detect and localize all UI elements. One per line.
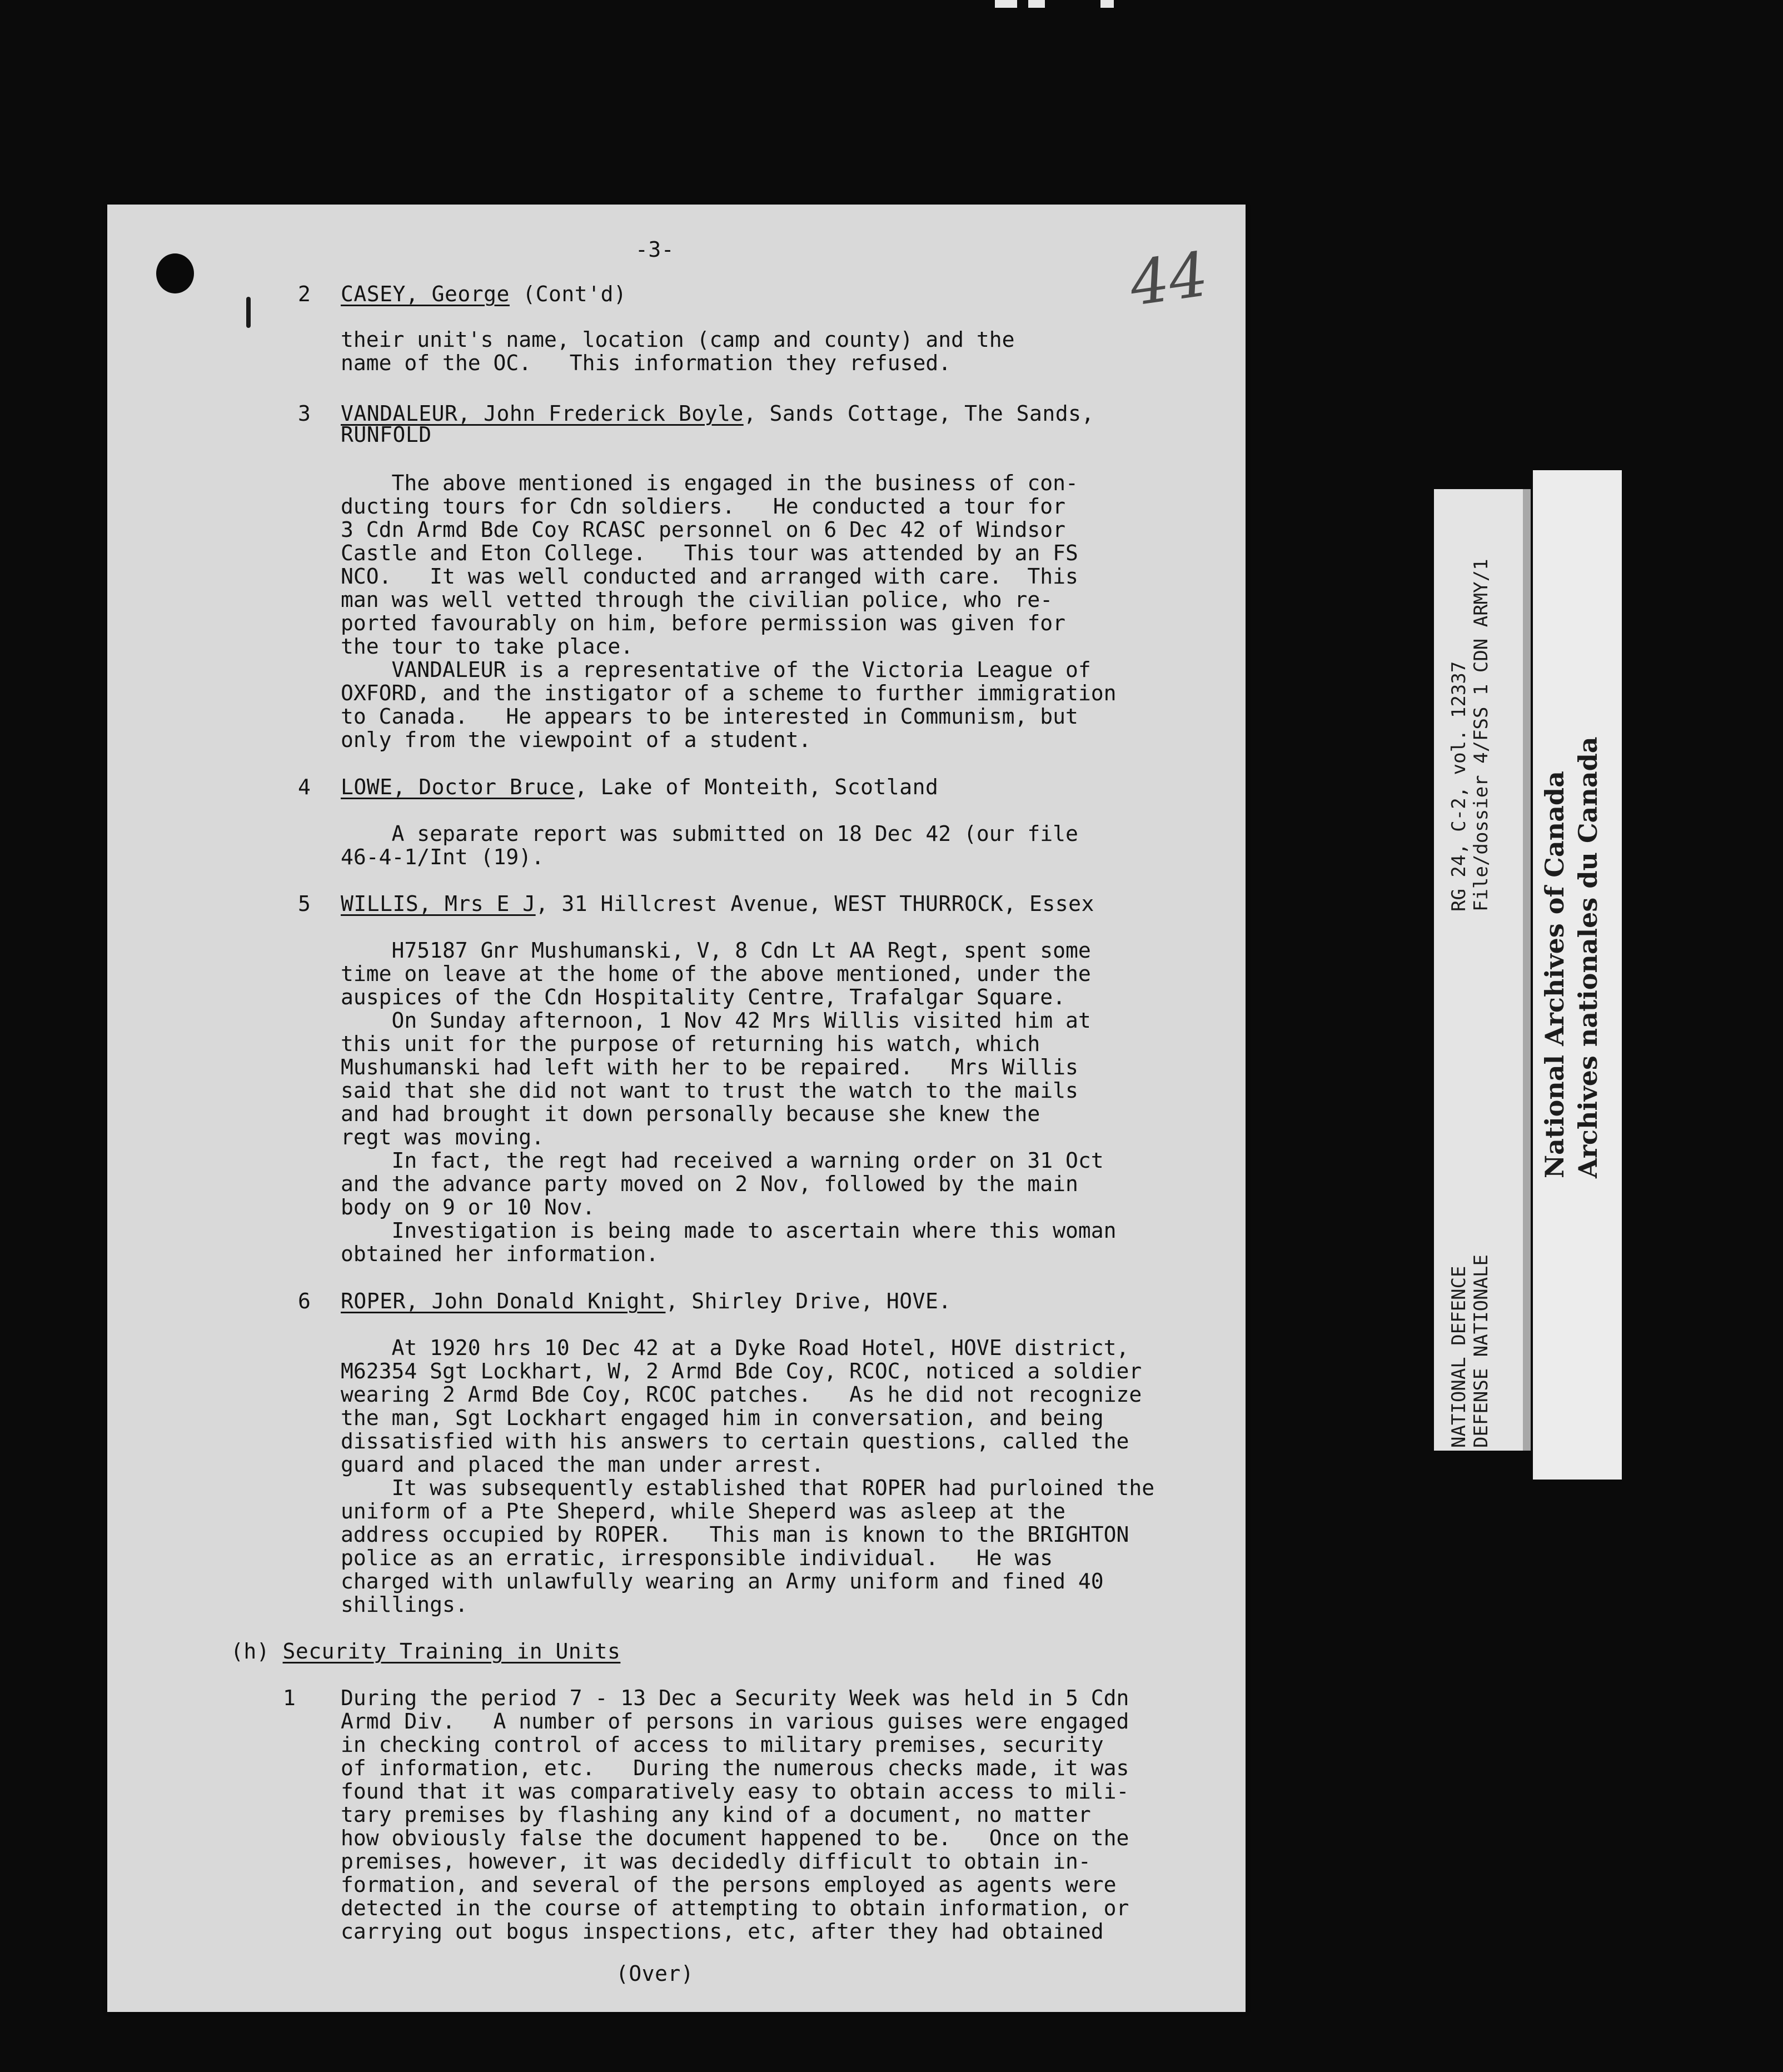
- body-line: to Canada. He appears to be interested in Communism, but: [341, 704, 1078, 729]
- item-number: 6: [298, 1289, 311, 1313]
- body-line: body on 9 or 10 Nov.: [341, 1195, 595, 1219]
- body-line: ported favourably on him, before permission was given for: [341, 611, 1066, 635]
- archive-reference-1: RG 24, C-2, vol. 12337: [1448, 661, 1470, 912]
- heading-suffix: , 31 Hillcrest Avenue, WEST THURROCK, Essex: [535, 891, 1094, 916]
- person-name: VANDALEUR, John Frederick Boyle: [341, 401, 744, 426]
- body-line: police as an erratic, irresponsible individual. He was: [341, 1546, 1053, 1570]
- body-line: On Sunday afternoon, 1 Nov 42 Mrs Willis visited him at: [341, 1008, 1091, 1033]
- handwritten-folio-number: 44: [1125, 238, 1213, 320]
- heading-suffix: , Sands Cottage, The Sands,: [743, 401, 1094, 426]
- body-line: the man, Sgt Lockhart engaged him in conversation, and being: [341, 1406, 1104, 1430]
- body-line: name of the OC. This information they refused.: [341, 351, 952, 375]
- body-line: H75187 Gnr Mushumanski, V, 8 Cdn Lt AA Regt, spent some: [341, 938, 1091, 963]
- punch-hole: [156, 253, 194, 293]
- body-line: Investigation is being made to ascertain where this woman: [341, 1218, 1117, 1243]
- body-line: OXFORD, and the instigator of a scheme to further immigration: [341, 681, 1117, 705]
- page-footer: (Over): [616, 1961, 694, 1986]
- body-line: address occupied by ROPER. This man is known to the BRIGHTON: [341, 1522, 1129, 1547]
- item-body: [341, 471, 1117, 751]
- section-prefix: (h): [231, 1639, 270, 1663]
- body-line: said that she did not want to trust the watch to the mails: [341, 1078, 1078, 1103]
- item-heading: [341, 892, 1094, 915]
- top-edge-marks: [995, 0, 1128, 8]
- defence-label-en: NATIONAL DEFENCE: [1448, 1266, 1470, 1448]
- strip-shadow: [1523, 489, 1531, 1451]
- heading-suffix: , Shirley Drive, HOVE.: [665, 1289, 952, 1313]
- heading-suffix: , Lake of Monteith, Scotland: [574, 775, 939, 799]
- item-number: 3: [298, 401, 311, 426]
- archive-reference-2: File/dossier 4/FSS 1 CDN ARMY/1: [1470, 559, 1492, 912]
- item-body: [341, 939, 1117, 1266]
- body-line: of information, etc. During the numerous checks made, it was: [341, 1756, 1129, 1780]
- paper-mark: [246, 297, 251, 328]
- body-line: found that it was comparatively easy to obtain access to mili-: [341, 1779, 1129, 1804]
- item-body: [341, 1686, 1129, 1943]
- archives-name-en: National Archives of Canada: [1540, 771, 1570, 1178]
- body-line: this unit for the purpose of returning his watch, which: [341, 1032, 1040, 1056]
- item-heading: [341, 775, 938, 799]
- body-line: the tour to take place.: [341, 634, 634, 659]
- body-line: uniform of a Pte Sheperd, while Sheperd was asleep at the: [341, 1499, 1066, 1523]
- body-line: charged with unlawfully wearing an Army uniform and fined 40: [341, 1569, 1104, 1593]
- body-line: 46-4-1/Int (19).: [341, 845, 545, 869]
- defence-label-fr: DEFENSE NATIONALE: [1470, 1254, 1492, 1448]
- item-body: [341, 1336, 1154, 1616]
- body-line: guard and placed the man under arrest.: [341, 1452, 824, 1477]
- item-heading: [341, 282, 626, 306]
- heading-address-line: RUNFOLD: [341, 422, 432, 447]
- body-line: tary premises by flashing any kind of a document, no matter: [341, 1802, 1091, 1827]
- body-line: regt was moving.: [341, 1125, 545, 1149]
- body-line: time on leave at the home of the above mentioned, under the: [341, 962, 1091, 986]
- body-line: man was well vetted through the civilian police, who re-: [341, 587, 1053, 612]
- item-number: 5: [298, 891, 311, 916]
- item-body: [341, 328, 1015, 375]
- body-line: In fact, the regt had received a warning order on 31 Oct: [341, 1148, 1104, 1173]
- body-line: wearing 2 Armd Bde Coy, RCOC patches. As he did not recognize: [341, 1382, 1142, 1407]
- body-line: and had brought it down personally because she knew the: [341, 1102, 1040, 1126]
- body-line: detected in the course of attempting to obtain information, or: [341, 1896, 1129, 1920]
- document-page: [107, 205, 1246, 2012]
- section-heading: [231, 1640, 620, 1663]
- body-line: formation, and several of the persons employed as agents were: [341, 1872, 1117, 1897]
- body-line: At 1920 hrs 10 Dec 42 at a Dyke Road Hotel, HOVE district,: [341, 1336, 1129, 1360]
- heading-suffix: (Cont'd): [509, 282, 627, 306]
- person-name: LOWE, Doctor Bruce: [341, 775, 575, 799]
- person-name: CASEY, George: [341, 282, 510, 306]
- body-line: Armd Div. A number of persons in various guises were engaged: [341, 1709, 1129, 1734]
- person-name: WILLIS, Mrs E J: [341, 891, 536, 916]
- body-line: dissatisfied with his answers to certain questions, called the: [341, 1429, 1129, 1453]
- body-line: It was subsequently established that ROPER had purloined the: [341, 1476, 1155, 1500]
- person-name: ROPER, John Donald Knight: [341, 1289, 666, 1313]
- item-heading: [341, 402, 1094, 425]
- body-line: VANDALEUR is a representative of the Victoria League of: [341, 658, 1091, 682]
- item-heading: [341, 1289, 952, 1313]
- item-number: 2: [298, 282, 311, 306]
- body-line: During the period 7 - 13 Dec a Security Week was held in 5 Cdn: [341, 1686, 1129, 1710]
- body-line: Castle and Eton College. This tour was attended by an FS: [341, 541, 1078, 565]
- page-number: -3-: [635, 237, 675, 262]
- body-line: premises, however, it was decidedly difficult to obtain in-: [341, 1849, 1091, 1874]
- body-line: in checking control of access to military premises, security: [341, 1732, 1104, 1757]
- body-line: The above mentioned is engaged in the business of con-: [341, 471, 1078, 495]
- body-line: shillings.: [341, 1592, 468, 1617]
- body-line: NCO. It was well conducted and arranged with care. This: [341, 564, 1078, 589]
- body-line: 3 Cdn Armd Bde Coy RCASC personnel on 6 Dec 42 of Windsor: [341, 517, 1066, 542]
- archives-name-fr: Archives nationales du Canada: [1573, 736, 1603, 1178]
- body-line: A separate report was submitted on 18 Dec 42 (our file: [341, 821, 1078, 846]
- body-line: obtained her information.: [341, 1242, 659, 1266]
- item-number: 4: [298, 775, 311, 799]
- body-line: M62354 Sgt Lockhart, W, 2 Armd Bde Coy, RCOC, noticed a soldier: [341, 1359, 1142, 1383]
- body-line: their unit's name, location (camp and county) and the: [341, 327, 1015, 352]
- item-number: 1: [283, 1686, 296, 1710]
- body-line: and the advance party moved on 2 Nov, followed by the main: [341, 1172, 1078, 1196]
- body-line: ducting tours for Cdn soldiers. He conducted a tour for: [341, 494, 1066, 519]
- body-line: only from the viewpoint of a student.: [341, 728, 811, 752]
- body-line: how obviously false the document happened to be. Once on the: [341, 1826, 1129, 1850]
- section-title: Security Training in Units: [282, 1639, 621, 1663]
- body-line: Mushumanski had left with her to be repaired. Mrs Willis: [341, 1055, 1078, 1079]
- body-line: carrying out bogus inspections, etc, after they had obtained: [341, 1919, 1104, 1944]
- item-body: [341, 822, 1078, 869]
- body-line: auspices of the Cdn Hospitality Centre, Trafalgar Square.: [341, 985, 1066, 1009]
